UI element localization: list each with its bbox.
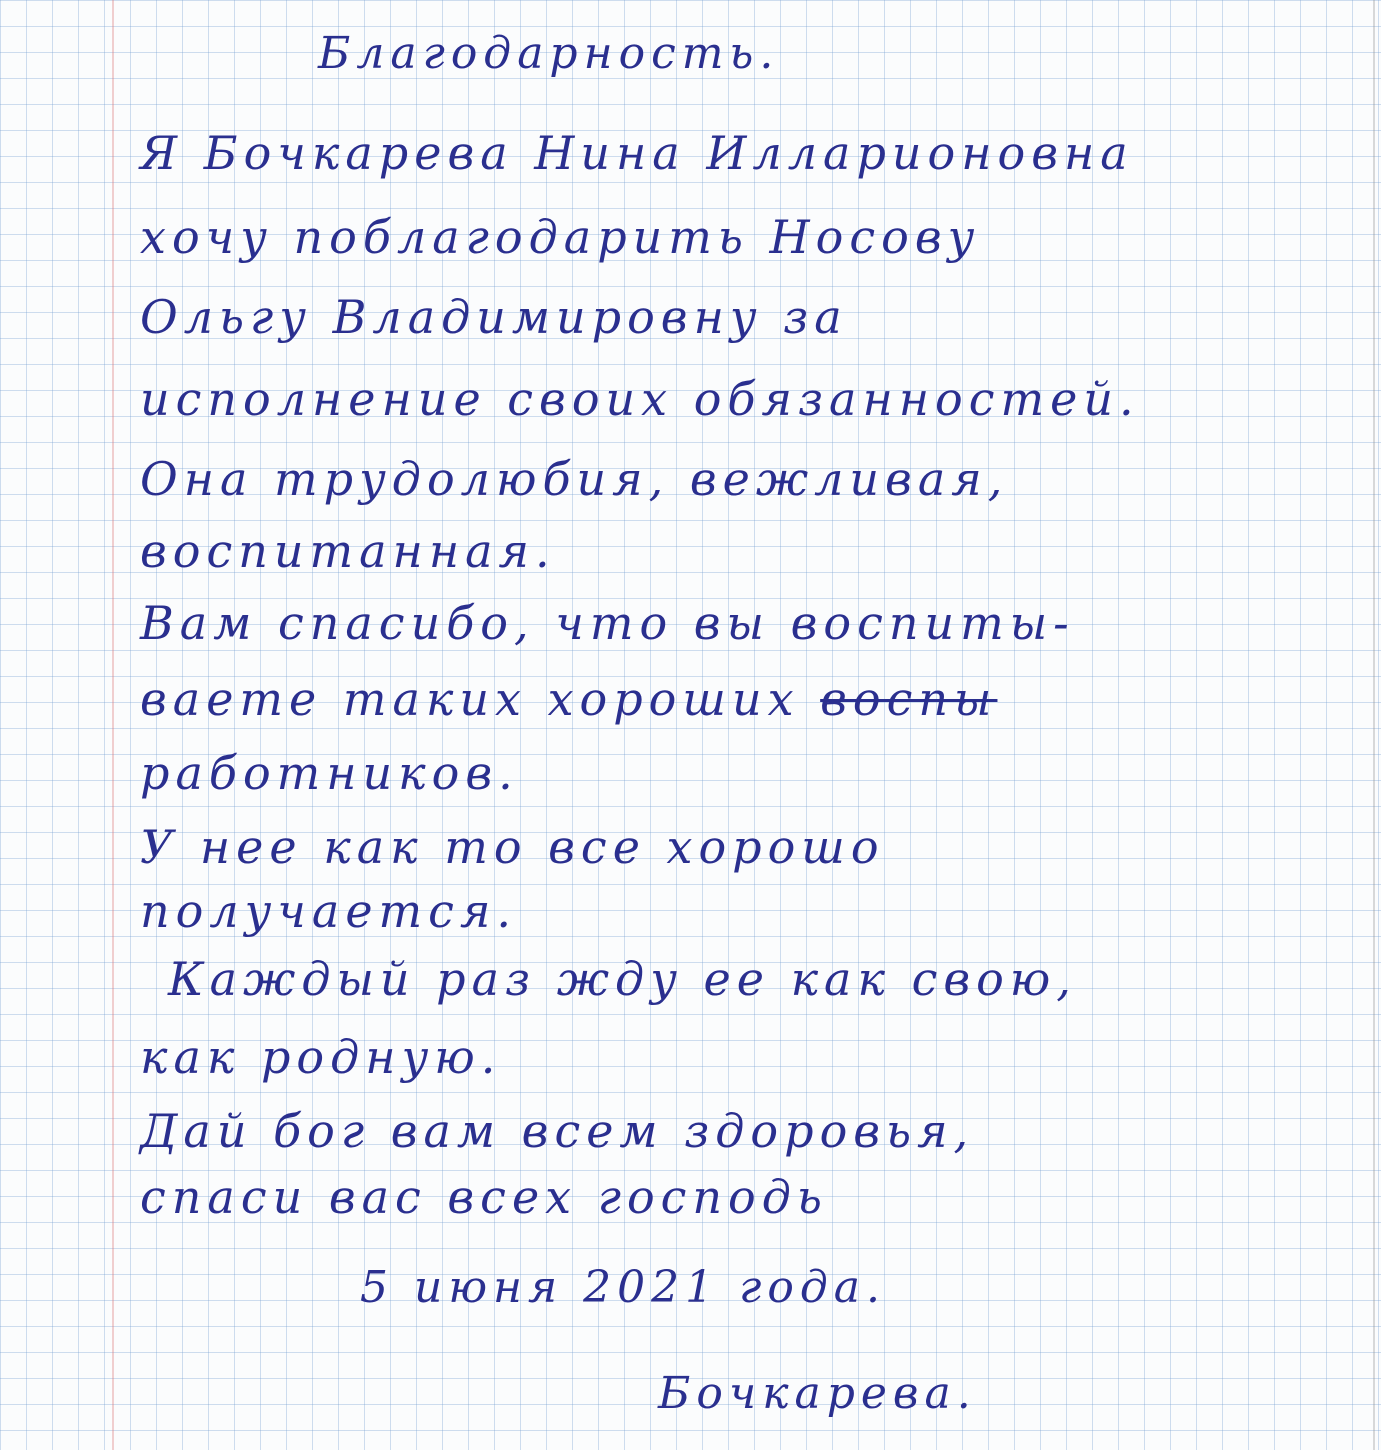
letter-line-14: Дай бог вам всем здоровья, — [140, 1104, 975, 1158]
letter-line-7: Вам спасибо, что вы воспиты- — [140, 596, 1075, 650]
struck-word: воспы — [820, 672, 998, 726]
letter-line-4: исполнение своих обязанностей. — [140, 372, 1140, 426]
letter-line-15: спаси вас всех господь — [140, 1170, 828, 1224]
letter-line-8 — [140, 672, 997, 726]
letter-line-13: как родную. — [140, 1030, 502, 1084]
letter-line-5: Она трудолюбия, вежливая, — [140, 452, 1009, 506]
letter-line-12: Каждый раз жду ее как свою, — [168, 952, 1077, 1006]
letter-line-9: работников. — [140, 746, 519, 800]
letter-line-2: хочу поблагодарить Носову — [140, 210, 981, 264]
letter-line-1: Я Бочкарева Нина Илларионовна — [140, 126, 1134, 180]
paper-edge — [1373, 0, 1375, 1450]
letter-line-11: получается. — [140, 884, 518, 938]
letter-line-6: воспитанная. — [140, 524, 556, 578]
letter-line-3: Ольгу Владимировну за — [140, 290, 848, 344]
margin-line — [112, 0, 114, 1450]
letter-line-10: У нее как то все хорошо — [140, 820, 885, 874]
letter-line-8-text: ваете таких хороших — [140, 672, 800, 726]
letter-title: Благодарность. — [318, 28, 780, 79]
signature: Бочкарева. — [658, 1368, 977, 1419]
letter-date: 5 июня 2021 года. — [360, 1262, 886, 1313]
